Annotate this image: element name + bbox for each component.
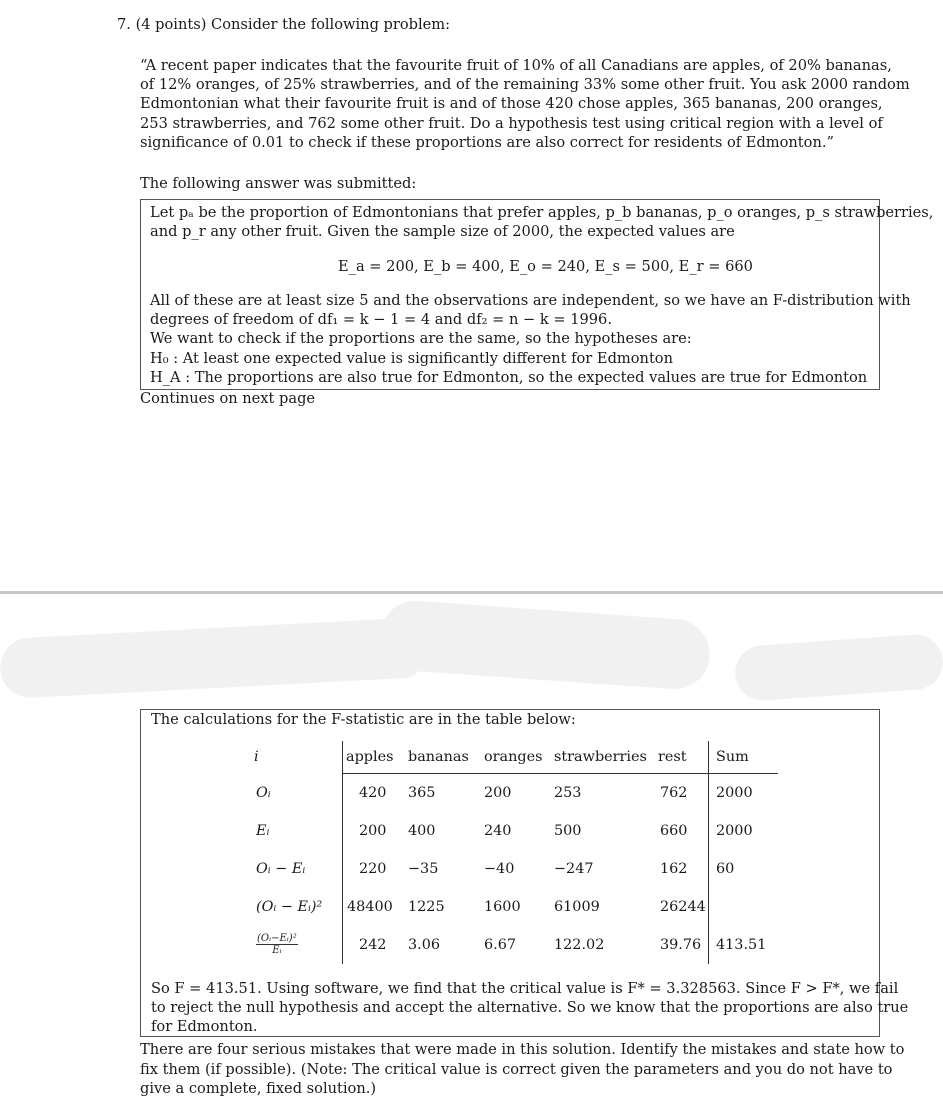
table-row bbox=[244, 774, 778, 813]
table-cell: 1225 bbox=[408, 899, 445, 915]
smudge-mark bbox=[0, 617, 431, 699]
table-header-bananas: bananas bbox=[408, 741, 484, 774]
calculations-intro: The calculations for the F-statistic are in the table below: bbox=[151, 711, 576, 728]
alternative-hypothesis: H_A : The proportions are also true for Edmonton, so the expected values are true for Edmonton bbox=[150, 369, 868, 386]
conclusion-line: for Edmonton. bbox=[151, 1018, 258, 1035]
quote-line: significance of 0.01 to check if these proportions are also correct for residents of Edmonton.” bbox=[140, 134, 834, 151]
table-header-sum: Sum bbox=[709, 741, 779, 774]
table-row bbox=[244, 926, 778, 964]
row-label: Eᵢ bbox=[256, 823, 270, 839]
row-label: Oᵢ bbox=[256, 784, 271, 801]
answer-line: We want to check if the proportions are the same, so the hypotheses are: bbox=[150, 330, 692, 347]
table-cell: 1600 bbox=[484, 899, 521, 915]
table-cell: 420 bbox=[343, 774, 409, 813]
table-cell: 400 bbox=[408, 823, 436, 839]
table-cell bbox=[709, 888, 779, 926]
table-cell: 413.51 bbox=[709, 926, 779, 964]
continues-note: Continues on next page bbox=[140, 390, 316, 407]
table-cell: 122.02 bbox=[554, 937, 605, 953]
quote-line: of 12% oranges, of 25% strawberries, and of the remaining 33% some other fruit. You ask 2000 random bbox=[140, 76, 910, 93]
table-header-rest: rest bbox=[658, 741, 709, 774]
table-header-strawberries: strawberries bbox=[554, 741, 658, 774]
footer-line: fix them (if possible). (Note: The critical value is correct given the parameters and you do not have to bbox=[140, 1061, 893, 1078]
row-label: Oᵢ − Eᵢ bbox=[256, 861, 306, 877]
answer-line: Let pₐ be the proportion of Edmontonians that prefer apples, p_b bananas, p_o oranges, p_s strawberries, bbox=[150, 204, 934, 221]
expected-values-equation: E_a = 200, E_b = 400, E_o = 240, E_s = 500, E_r = 660 bbox=[338, 258, 753, 275]
table-cell: −35 bbox=[408, 861, 439, 877]
table-cell: 26244 bbox=[660, 899, 706, 915]
table-cell: 240 bbox=[484, 823, 512, 839]
degrees-of-freedom-line: degrees of freedom of df₁ = k − 1 = 4 and df₂ = n − k = 1996. bbox=[150, 311, 612, 328]
table-row bbox=[244, 850, 778, 888]
answer-line: and p_r any other fruit. Given the sample size of 2000, the expected values are bbox=[150, 223, 735, 240]
table-row bbox=[244, 812, 778, 850]
table-cell: 61009 bbox=[554, 899, 600, 915]
table-cell: 200 bbox=[484, 785, 512, 801]
table-cell: 660 bbox=[660, 823, 688, 839]
fraction bbox=[256, 933, 298, 956]
table-header-oranges: oranges bbox=[484, 741, 554, 774]
question-header: 7. (4 points) Consider the following problem: bbox=[117, 16, 451, 33]
quote-line: Edmontonian what their favourite fruit is and of those 420 chose apples, 365 bananas, 200 oranges, bbox=[140, 95, 883, 112]
table-cell: 500 bbox=[554, 823, 582, 839]
null-hypothesis: H₀ : At least one expected value is significantly different for Edmonton bbox=[150, 350, 673, 367]
table-cell: −247 bbox=[554, 861, 594, 877]
table-cell: 762 bbox=[660, 785, 688, 801]
table-cell: 253 bbox=[554, 785, 582, 801]
table-cell: 60 bbox=[709, 850, 779, 888]
smudge-mark bbox=[378, 599, 712, 692]
table-cell: 242 bbox=[343, 926, 409, 964]
table-header-i: i bbox=[254, 749, 259, 766]
row-label: (Oᵢ − Eᵢ)² bbox=[256, 899, 323, 915]
table-header-apples: apples bbox=[343, 741, 409, 774]
table-cell: 365 bbox=[408, 785, 436, 801]
fraction-numerator: (Oᵢ−Eᵢ)² bbox=[257, 933, 297, 944]
table-cell: 48400 bbox=[343, 888, 409, 926]
quote-line: 253 strawberries, and 762 some other fruit. Do a hypothesis test using critical region with a level of bbox=[140, 115, 883, 132]
table-cell: 3.06 bbox=[408, 937, 441, 953]
conclusion-line: to reject the null hypothesis and accept the alternative. So we know that the proportions are also true bbox=[151, 999, 909, 1016]
table-cell: 2000 bbox=[709, 774, 779, 813]
submitted-intro: The following answer was submitted: bbox=[140, 175, 417, 192]
table-cell: 39.76 bbox=[660, 937, 702, 953]
quote-line: “A recent paper indicates that the favourite fruit of 10% of all Canadians are apples, of 20% bananas, bbox=[140, 57, 892, 74]
table-header-row bbox=[244, 741, 778, 774]
table-cell: 162 bbox=[660, 861, 688, 877]
calculation-table bbox=[244, 741, 778, 964]
table-cell: 220 bbox=[343, 850, 409, 888]
table-cell: −40 bbox=[484, 861, 515, 877]
answer-line: All of these are at least size 5 and the observations are independent, so we have an F-distribution with bbox=[150, 292, 911, 309]
table-cell: 6.67 bbox=[484, 937, 517, 953]
table-cell: 200 bbox=[343, 812, 409, 850]
footer-line: There are four serious mistakes that were made in this solution. Identify the mistakes and state how to bbox=[140, 1041, 905, 1058]
page-divider bbox=[0, 591, 943, 594]
row-label-fraction bbox=[244, 926, 343, 964]
conclusion-line: So F = 413.51. Using software, we find that the critical value is F* = 3.328563. Since F > F*, we fail bbox=[151, 980, 899, 997]
smudge-mark bbox=[733, 633, 943, 702]
table-cell: 2000 bbox=[709, 812, 779, 850]
table-row bbox=[244, 888, 778, 926]
fraction-denominator: Eᵢ bbox=[272, 945, 282, 956]
footer-line: give a complete, fixed solution.) bbox=[140, 1080, 377, 1097]
